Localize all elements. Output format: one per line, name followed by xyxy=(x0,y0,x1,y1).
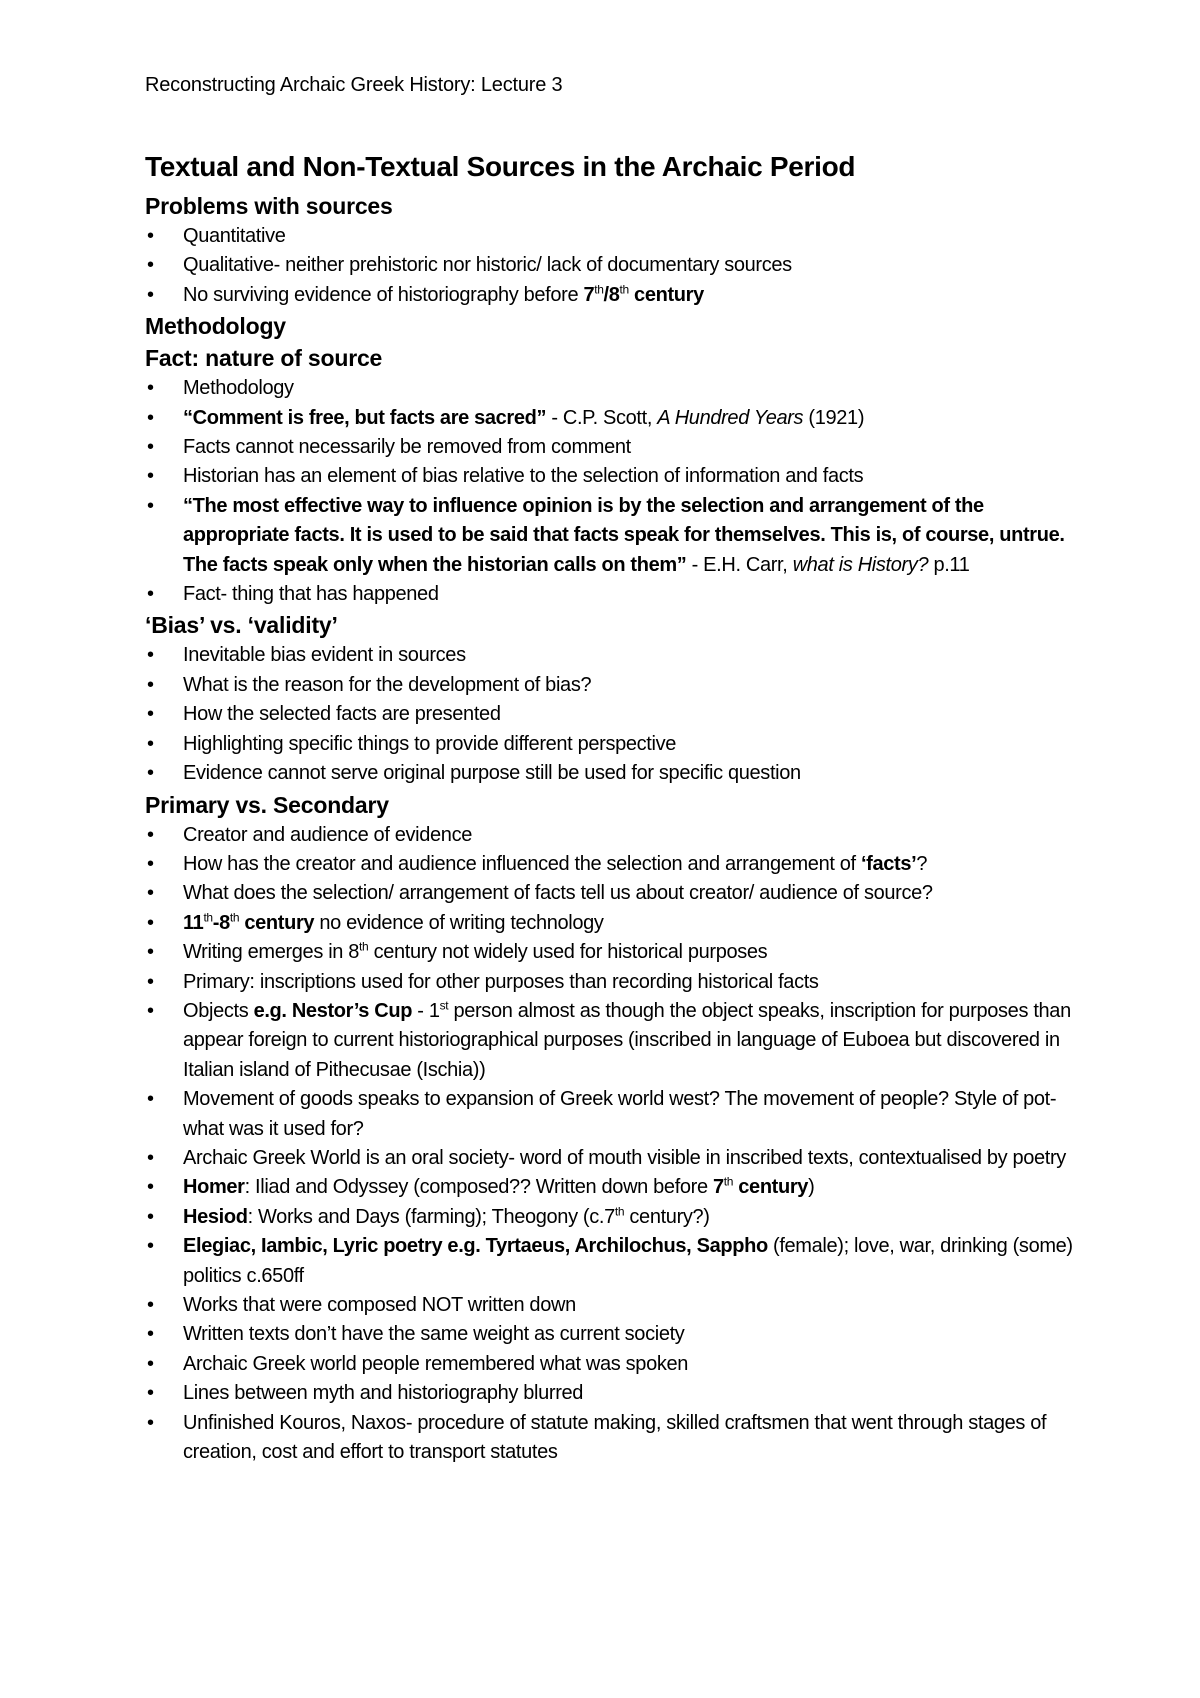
text-run: century not widely used for historical purposes xyxy=(368,941,768,964)
text-run: Quantitative xyxy=(183,225,286,247)
list-item xyxy=(145,1173,1085,1202)
bullet-icon: • xyxy=(147,436,154,459)
text-run: century?) xyxy=(624,1205,710,1228)
text-run: Archaic Greek World is an oral society- word of mouth visible in inscribed texts, contextualised by poetry xyxy=(183,1146,1066,1169)
list-item xyxy=(145,374,1085,403)
text-run: - E.H. Carr, xyxy=(686,553,793,576)
text-run: Homer xyxy=(183,1176,245,1199)
bullet-icon: • xyxy=(147,225,154,247)
bullet-icon: • xyxy=(147,1294,154,1316)
text-run: person almost as though the object speaks, inscription for purposes than appear foreign to current historiographical purposes (inscribed in language of Euboea but discovered in Italian island of Pithecusae (Ischia)) xyxy=(183,999,1071,1081)
text-run: Writing emerges in 8 xyxy=(183,941,360,964)
list-item xyxy=(145,1085,1085,1144)
superscript: th xyxy=(359,939,369,954)
list-item xyxy=(145,1409,1085,1468)
text-run: /8 xyxy=(603,283,620,306)
text-run: 7 xyxy=(712,1176,724,1199)
text-run: (female); love, war, drinking (some) politics c.650ff xyxy=(183,1235,1073,1287)
list-item xyxy=(145,700,1085,729)
text-run: Historian has an element of bias relative to the selection of information and facts xyxy=(183,465,864,488)
bullet-icon: • xyxy=(147,762,154,785)
list-item xyxy=(145,997,1085,1085)
text-run: Elegiac, Iambic, Lyric poetry e.g. Tyrtaeus, Archilochus, Sappho xyxy=(183,1235,768,1258)
bullet-icon: • xyxy=(147,465,154,488)
list-item xyxy=(145,580,1085,609)
text-run: e.g. Nestor’s Cup xyxy=(253,999,413,1022)
bullet-icon: • xyxy=(147,1176,154,1199)
bullet-icon: • xyxy=(147,283,154,306)
text-run: - C.P. Scott, xyxy=(546,406,658,429)
text-run: Unfinished Kouros, Naxos- procedure of statute making, skilled craftsmen that went through stages of creation, cost and effort to transport statutes xyxy=(183,1411,1047,1464)
text-run: Methodology xyxy=(183,377,294,400)
list-item xyxy=(145,433,1085,462)
superscript: th xyxy=(619,282,629,297)
section-heading: Fact: nature of source xyxy=(145,345,383,372)
list-item xyxy=(145,492,1085,580)
text-run: Objects xyxy=(183,999,254,1022)
bullet-icon: • xyxy=(147,1382,154,1405)
text-run: (1921) xyxy=(803,406,865,429)
section-heading: Primary vs. Secondary xyxy=(145,791,389,818)
text-run: What is the reason for the development of bias? xyxy=(183,673,592,696)
list-item xyxy=(145,1203,1085,1232)
bullet-icon: • xyxy=(147,911,154,934)
bullet-icon: • xyxy=(147,732,154,755)
text-run: No surviving evidence of historiography before xyxy=(183,283,584,306)
bullet-icon: • xyxy=(147,941,154,964)
text-run: ? xyxy=(916,852,928,875)
bullet-icon: • xyxy=(147,1146,154,1169)
text-run: Creator and audience of evidence xyxy=(183,823,473,846)
list-item xyxy=(145,938,1085,967)
bullet-icon: • xyxy=(147,1352,154,1375)
bullet-icon: • xyxy=(147,1411,154,1434)
bullet-icon: • xyxy=(147,1088,154,1111)
page-header: Reconstructing Archaic Greek History: Lecture 3 xyxy=(145,74,563,96)
bullet-list xyxy=(145,641,1085,788)
text-run: century xyxy=(239,911,315,934)
bullet-icon: • xyxy=(147,703,154,726)
text-run: “Comment is free, but facts are sacred” xyxy=(183,406,547,429)
section-heading: Methodology xyxy=(145,313,286,340)
bullet-icon: • xyxy=(147,852,154,875)
bullet-icon: • xyxy=(147,494,154,517)
text-run: Written texts don’t have the same weight as current society xyxy=(183,1323,685,1346)
list-item xyxy=(145,281,1085,310)
list-item xyxy=(145,968,1085,997)
list-item xyxy=(145,850,1085,879)
list-item xyxy=(145,1320,1085,1349)
bullet-list xyxy=(145,374,1085,609)
text-run: what is History? xyxy=(792,553,929,576)
bullet-icon: • xyxy=(147,823,154,846)
section-heading: Problems with sources xyxy=(145,193,393,219)
text-run: -8 xyxy=(212,911,230,934)
text-run: 7 xyxy=(583,283,595,306)
list-item xyxy=(145,1232,1085,1291)
text-run: Primary: inscriptions used for other purposes than recording historical facts xyxy=(183,970,819,993)
text-run: Highlighting specific things to provide different perspective xyxy=(183,732,677,755)
sections-container xyxy=(145,190,1085,1467)
text-run: Inevitable bias evident in sources xyxy=(183,644,466,667)
bullet-icon: • xyxy=(147,1205,154,1228)
bullet-icon: • xyxy=(147,1323,154,1346)
bullet-icon: • xyxy=(147,254,154,277)
text-run: century xyxy=(628,283,704,306)
list-item xyxy=(145,1144,1085,1173)
text-run: 11 xyxy=(183,911,204,934)
text-run: What does the selection/ arrangement of facts tell us about creator/ audience of source? xyxy=(183,882,933,905)
list-item xyxy=(145,222,1085,251)
text-run: ‘facts’ xyxy=(860,852,917,875)
document-title: Textual and Non-Textual Sources in the Archaic Period xyxy=(145,151,856,182)
text-run: : Iliad and Odyssey (composed?? Written down before xyxy=(244,1176,713,1199)
bullet-icon: • xyxy=(147,406,154,429)
bullet-icon: • xyxy=(147,377,154,400)
bullet-icon: • xyxy=(147,882,154,905)
superscript: th xyxy=(229,910,240,925)
bullet-icon: • xyxy=(147,999,154,1022)
section-heading: ‘Bias’ vs. ‘validity’ xyxy=(145,612,338,639)
text-run: How has the creator and audience influenced the selection and arrangement of xyxy=(183,852,861,875)
text-run: - 1 xyxy=(412,999,440,1022)
superscript: th xyxy=(723,1174,734,1189)
list-item xyxy=(145,671,1085,700)
text-run: Movement of goods speaks to expansion of Greek world west? The movement of people? Style of pot- what was it used for? xyxy=(183,1088,1057,1140)
list-item xyxy=(145,730,1085,759)
superscript: th xyxy=(594,282,604,297)
superscript: th xyxy=(614,1204,625,1219)
bullet-icon: • xyxy=(147,1235,154,1258)
bullet-icon: • xyxy=(147,970,154,993)
text-run: Works that were composed NOT written down xyxy=(183,1294,576,1316)
text-run: Archaic Greek world people remembered what was spoken xyxy=(183,1352,689,1375)
list-item xyxy=(145,1379,1085,1408)
text-run: : Works and Days (farming); Theogony (c.7 xyxy=(247,1205,615,1228)
text-run: A Hundred Years xyxy=(657,406,804,429)
list-item xyxy=(145,759,1085,788)
text-run: century xyxy=(733,1176,809,1199)
list-item xyxy=(145,404,1085,433)
bullet-list xyxy=(145,821,1085,1468)
text-run: Qualitative- neither prehistoric nor historic/ lack of documentary sources xyxy=(183,254,792,277)
list-item xyxy=(145,879,1085,908)
bullet-icon: • xyxy=(147,583,154,606)
list-item xyxy=(145,821,1085,850)
text-run: Evidence cannot serve original purpose still be used for specific question xyxy=(183,762,801,785)
text-run: Fact- thing that has happened xyxy=(183,583,439,606)
text-run: “The most effective way to influence opinion is by the selection and arrangement of the appropriate facts. It is used to be said that facts speak for themselves. This is, of course, untrue. The facts speak only when the historian calls on them” xyxy=(183,494,1065,576)
superscript: th xyxy=(203,910,213,925)
bullet-icon: • xyxy=(147,644,154,667)
text-run: p.11 xyxy=(928,553,970,576)
list-item xyxy=(145,641,1085,670)
superscript: st xyxy=(439,998,449,1013)
text-run: Lines between myth and historiography blurred xyxy=(183,1382,584,1405)
text-run: Hesiod xyxy=(183,1205,248,1228)
list-item xyxy=(145,909,1085,938)
text-run: no evidence of writing technology xyxy=(314,911,604,934)
list-item xyxy=(145,251,1085,280)
text-run: How the selected facts are presented xyxy=(183,703,501,726)
list-item xyxy=(145,1350,1085,1379)
bullet-list xyxy=(145,222,1085,310)
list-item xyxy=(145,462,1085,491)
text-run: ) xyxy=(808,1176,815,1199)
list-item xyxy=(145,1291,1085,1320)
document-body xyxy=(145,150,1085,1467)
bullet-icon: • xyxy=(147,673,154,696)
text-run: Facts cannot necessarily be removed from comment xyxy=(183,436,631,459)
